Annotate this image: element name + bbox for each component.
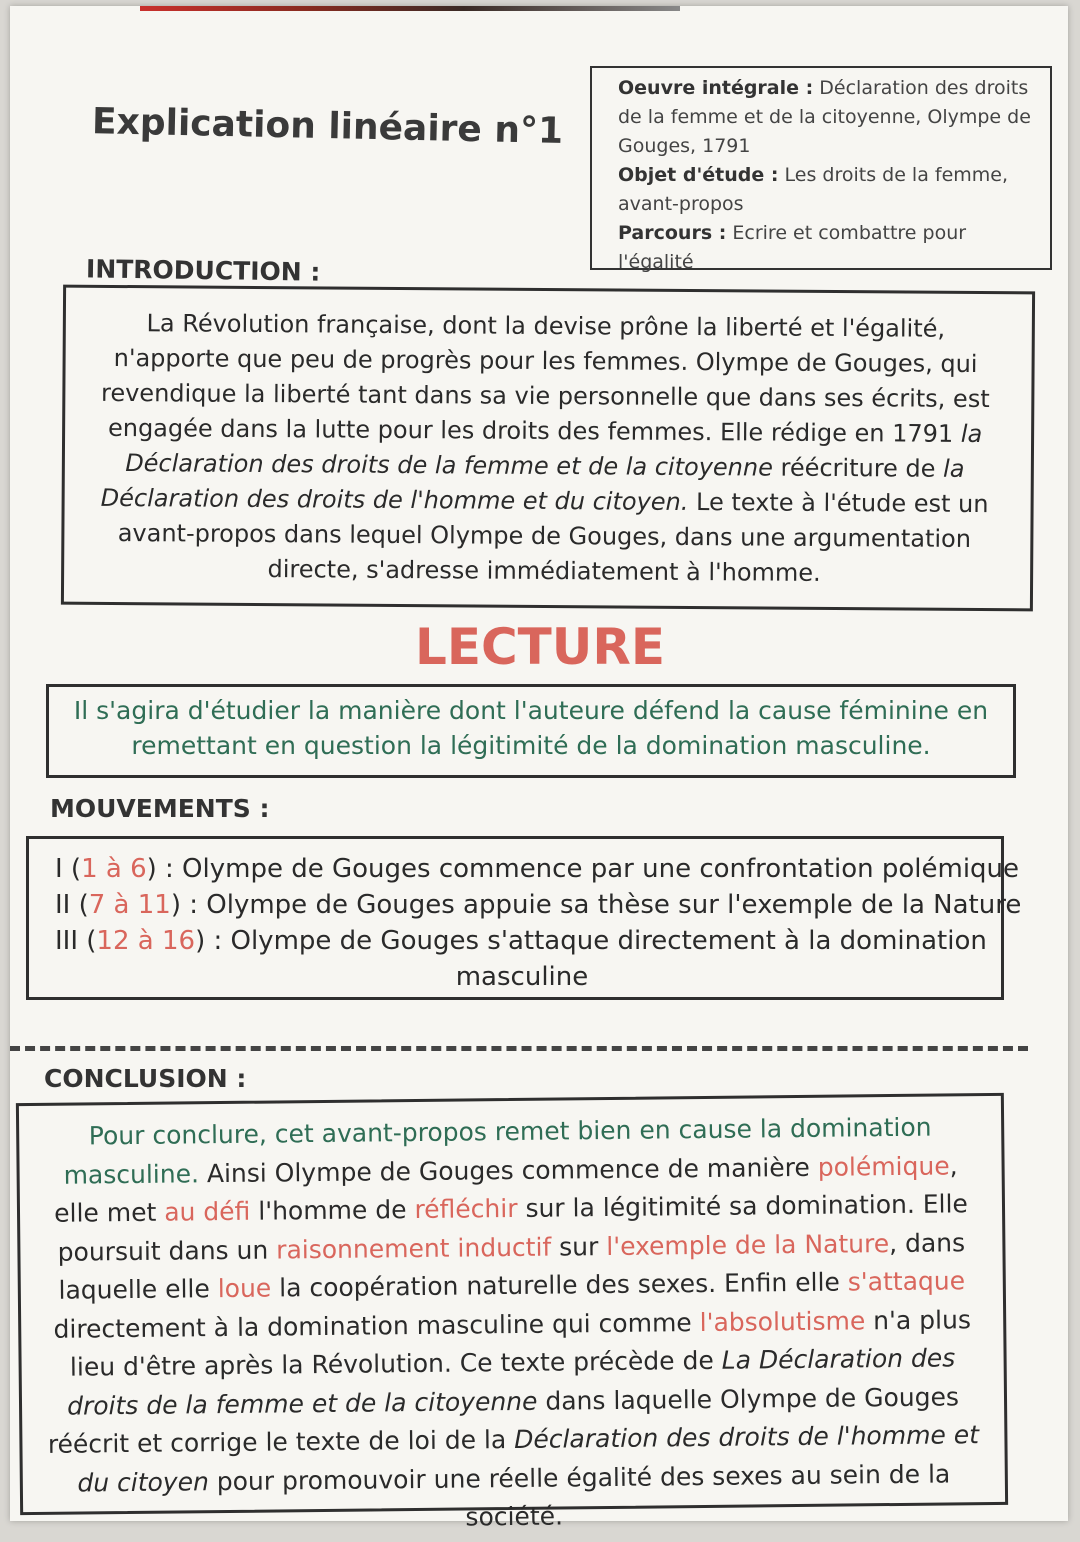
parcours-text: Ecrire et combattre pour l'égalité [618, 222, 967, 273]
conclusion-heading: CONCLUSION : [44, 1064, 247, 1093]
intro-italic-2: la Déclaration des droits de l'homme et du citoyen. [100, 454, 965, 516]
mouvement-2: II (7 à 11) : Olympe de Gouges appuie sa thèse sur l'exemple de la Nature [55, 890, 1022, 920]
introduction-heading: INTRODUCTION : [85, 254, 321, 287]
mouvement-3: III (12 à 16) : Olympe de Gouges s'attaque directement à la domination [55, 926, 987, 956]
introduction-box [61, 285, 1035, 612]
mouvement-3-end: masculine [455, 962, 589, 992]
intro-text-3: Le texte à l'étude est un avant-propos dans lequel Olympe de Gouges, dans une argumentation directe, s'adresse immédiatement à l'homme. [117, 487, 989, 587]
top-edge-strip [140, 6, 680, 11]
problematique-text: Il s'agira d'étudier la manière dont l'auteure défend la cause féminine en remettant en question la légitimité de la domination masculine. [73, 696, 989, 760]
objet-text: Les droits de la femme, avant-propos [618, 164, 1009, 215]
conclusion-box: Pour conclure, cet avant-propos remet bien en cause la domination masculine. Ainsi Olympe de Gouges commence de manière polémique, elle met au défi l'homme de réfléchir sur la légitimité sa domination. Elle poursuit dans un raisonnement inductif sur l'exemple de la Nature, dans laquelle elle loue la coopération naturelle des sexes. Enfin elle s'attaque directement à la domination masculine qui comme l'absolutisme n'a plus lieu d'être après la Révolution. Ce texte précède de La Déclaration des droits de la femme et de la citoyenne dans laquelle Olympe de Gouges réécrit et corrige le texte de loi de la Déclaration des droits de l'homme et du citoyen pour promouvoir une réelle égalité des sexes au sein de la société. [16, 1093, 1008, 1515]
problematique-box [46, 684, 1016, 778]
conclusion-opening: Pour conclure, cet avant-propos remet bien en cause la domination masculine. [63, 1112, 932, 1190]
section-divider [10, 1046, 1028, 1051]
oeuvre-label: Oeuvre intégrale : [618, 77, 814, 99]
oeuvre-text: Déclaration des droits de la femme et de la citoyenne, Olympe de Gouges, 1791 [618, 77, 1031, 157]
mouvements-heading: MOUVEMENTS : [50, 794, 270, 823]
mouvement-1: I (1 à 6) : Olympe de Gouges commence par une confrontation polémique [55, 854, 1020, 884]
intro-text-1: La Révolution française, dont la devise prône la liberté et l'égalité, n'apporte que peu de progrès pour les femmes. Olympe de Gouges, qui revendique la liberté tant dans sa vie personnelle que dans ses écrits, est engagée dans la lutte pour les droits des femmes. Elle rédige en 1791 [100, 309, 990, 448]
intro-italic-1: la Déclaration des droits de la femme et de la citoyenne [125, 419, 983, 482]
objet-label: Objet d'étude : [618, 164, 779, 186]
page-title: Explication linéaire n°1 [91, 101, 564, 152]
mouvements-box [26, 836, 1022, 1000]
lecture-heading: LECTURE [414, 618, 666, 676]
info-box [590, 66, 1052, 273]
parcours-label: Parcours : [618, 222, 727, 244]
intro-text-2: réécriture de [772, 453, 944, 483]
